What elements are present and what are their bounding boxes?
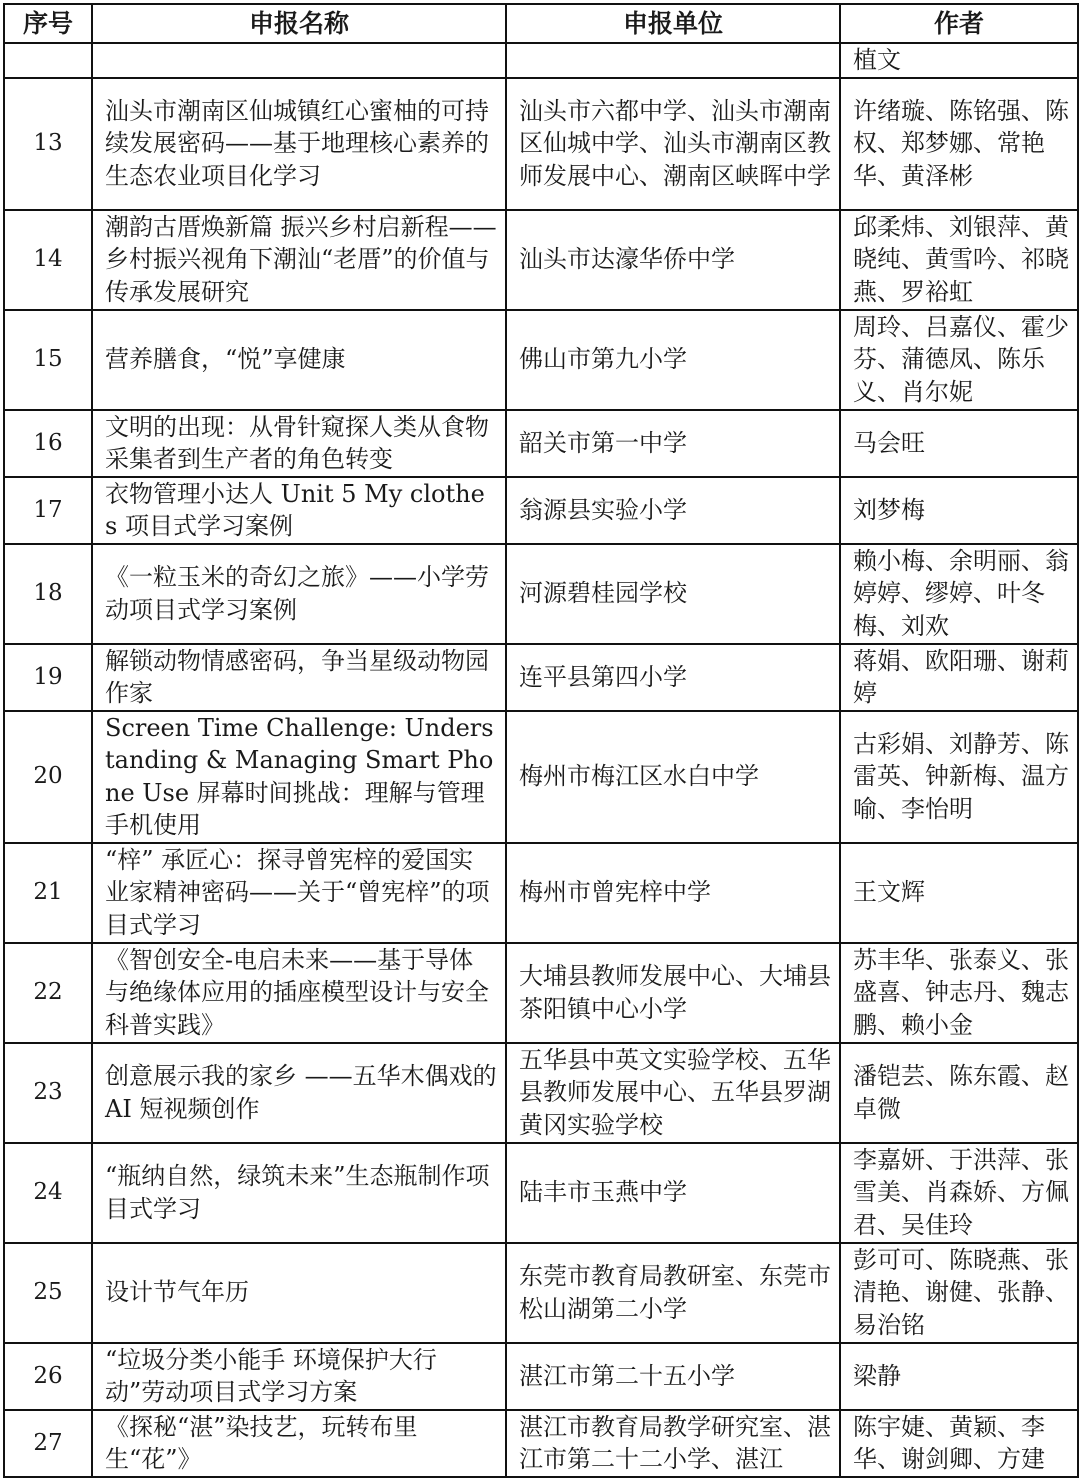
table-row: [4, 410, 1078, 477]
cell-name: 营养膳食，“悦”享健康: [92, 310, 506, 410]
cell-unit: 大埔县教师发展中心、大埔县茶阳镇中心小学: [506, 943, 840, 1043]
cell-authors: 邱柔炜、刘银萍、黄晓纯、黄雪吟、祁晓燕、罗裕虹: [840, 210, 1078, 310]
cell-unit: 梅州市梅江区水白中学: [506, 711, 840, 843]
cell-unit: 汕头市达濠华侨中学: [506, 210, 840, 310]
cell-no: 23: [4, 1043, 92, 1143]
cell-name: 衣物管理小达人 Unit 5 My clothes 项目式学习案例: [92, 477, 506, 544]
cell-no: 17: [4, 477, 92, 544]
cell-unit: 翁源县实验小学: [506, 477, 840, 544]
cell-no: 16: [4, 410, 92, 477]
cell-unit: 河源碧桂园学校: [506, 544, 840, 644]
table-row: [4, 1143, 1078, 1243]
cell-no: 27: [4, 1410, 92, 1477]
cell-no: 18: [4, 544, 92, 644]
project-table: [3, 3, 1079, 1478]
cell-no: [4, 43, 92, 78]
cell-name: 文明的出现：从骨针窥探人类从食物采集者到生产者的角色转变: [92, 410, 506, 477]
cell-name: 创意展示我的家乡 ——五华木偶戏的 AI 短视频创作: [92, 1043, 506, 1143]
table-row: [4, 1043, 1078, 1143]
table-row: [4, 1410, 1078, 1477]
cell-no: 22: [4, 943, 92, 1043]
cell-unit: 韶关市第一中学: [506, 410, 840, 477]
header-authors: 作者: [840, 4, 1078, 43]
cell-unit: 梅州市曾宪梓中学: [506, 843, 840, 943]
cell-no: 25: [4, 1243, 92, 1343]
table-row: [4, 943, 1078, 1043]
cell-no: 19: [4, 644, 92, 711]
cell-authors: 潘铠芸、陈东霞、赵卓微: [840, 1043, 1078, 1143]
cell-unit: [506, 43, 840, 78]
cell-no: 21: [4, 843, 92, 943]
cell-name: 潮韵古厝焕新篇 振兴乡村启新程——乡村振兴视角下潮汕“老厝”的价值与传承发展研究: [92, 210, 506, 310]
cell-no: 26: [4, 1343, 92, 1410]
cell-authors: 植文: [840, 43, 1078, 78]
cell-authors: 古彩娟、刘静芳、陈雷英、钟新梅、温方喻、李怡明: [840, 711, 1078, 843]
cell-authors: 周玲、吕嘉仪、霍少芬、蒲德凤、陈乐义、肖尔妮: [840, 310, 1078, 410]
table-row: [4, 1343, 1078, 1410]
cell-no: 15: [4, 310, 92, 410]
cell-unit: 湛江市教育局教学研究室、湛江市第二十二小学、湛江: [506, 1410, 840, 1477]
cell-authors: 王文辉: [840, 843, 1078, 943]
cell-name: 汕头市潮南区仙城镇红心蜜柚的可持续发展密码——基于地理核心素养的生态农业项目化学习: [92, 78, 506, 210]
cell-unit: 连平县第四小学: [506, 644, 840, 711]
cell-name: “垃圾分类小能手 环境保护大行动”劳动项目式学习方案: [92, 1343, 506, 1410]
cell-authors: 赖小梅、余明丽、翁婷婷、缪婷、叶冬梅、刘欢: [840, 544, 1078, 644]
cell-name: Screen Time Challenge: Understanding & Managing Smart Phone Use 屏幕时间挑战：理解与管理手机使用: [92, 711, 506, 843]
table-row-continuation: [4, 43, 1078, 78]
header-name: 申报名称: [92, 4, 506, 43]
header-unit: 申报单位: [506, 4, 840, 43]
cell-authors: 蒋娟、欧阳珊、谢莉婷: [840, 644, 1078, 711]
cell-unit: 东莞市教育局教研室、东莞市松山湖第二小学: [506, 1243, 840, 1343]
table-row: [4, 78, 1078, 210]
cell-name: 《智创安全-电启未来——基于导体与绝缘体应用的插座模型设计与安全科普实践》: [92, 943, 506, 1043]
cell-name: 解锁动物情感密码，争当星级动物园作家: [92, 644, 506, 711]
cell-authors: 许绪璇、陈铭强、陈权、郑梦娜、常艳华、黄泽彬: [840, 78, 1078, 210]
table-row: [4, 711, 1078, 843]
cell-name: 《探秘“湛”染技艺，玩转布里生“花”》: [92, 1410, 506, 1477]
cell-authors: 李嘉妍、于洪萍、张雪美、肖森娇、方佩君、吴佳玲: [840, 1143, 1078, 1243]
cell-no: 24: [4, 1143, 92, 1243]
cell-no: 20: [4, 711, 92, 843]
header-no: 序号: [4, 4, 92, 43]
table-row: [4, 843, 1078, 943]
table-row: [4, 644, 1078, 711]
cell-name: [92, 43, 506, 78]
cell-name: “梓” 承匠心：探寻曾宪梓的爱国实业家精神密码——关于“曾宪梓”的项目式学习: [92, 843, 506, 943]
table-row: [4, 310, 1078, 410]
cell-name: 《一粒玉米的奇幻之旅》——小学劳动项目式学习案例: [92, 544, 506, 644]
cell-authors: 梁静: [840, 1343, 1078, 1410]
cell-authors: 马会旺: [840, 410, 1078, 477]
table-row: [4, 210, 1078, 310]
table-row: [4, 477, 1078, 544]
cell-authors: 苏丰华、张泰义、张盛喜、钟志丹、魏志鹏、赖小金: [840, 943, 1078, 1043]
cell-unit: 佛山市第九小学: [506, 310, 840, 410]
cell-no: 13: [4, 78, 92, 210]
cell-name: “瓶纳自然，绿筑未来”生态瓶制作项目式学习: [92, 1143, 506, 1243]
cell-unit: 湛江市第二十五小学: [506, 1343, 840, 1410]
cell-authors: 彭可可、陈晓燕、张清艳、谢健、张静、易治铭: [840, 1243, 1078, 1343]
cell-unit: 五华县中英文实验学校、五华县教师发展中心、五华县罗湖黄冈实验学校: [506, 1043, 840, 1143]
cell-unit: 陆丰市玉燕中学: [506, 1143, 840, 1243]
cell-no: 14: [4, 210, 92, 310]
table-row: [4, 1243, 1078, 1343]
cell-name: 设计节气年历: [92, 1243, 506, 1343]
table-header-row: [4, 4, 1078, 43]
table-row: [4, 544, 1078, 644]
cell-authors: 刘梦梅: [840, 477, 1078, 544]
cell-unit: 汕头市六都中学、汕头市潮南区仙城中学、汕头市潮南区教师发展中心、潮南区峡晖中学: [506, 78, 840, 210]
cell-authors: 陈宇婕、黄颖、李华、谢剑卿、方建: [840, 1410, 1078, 1477]
